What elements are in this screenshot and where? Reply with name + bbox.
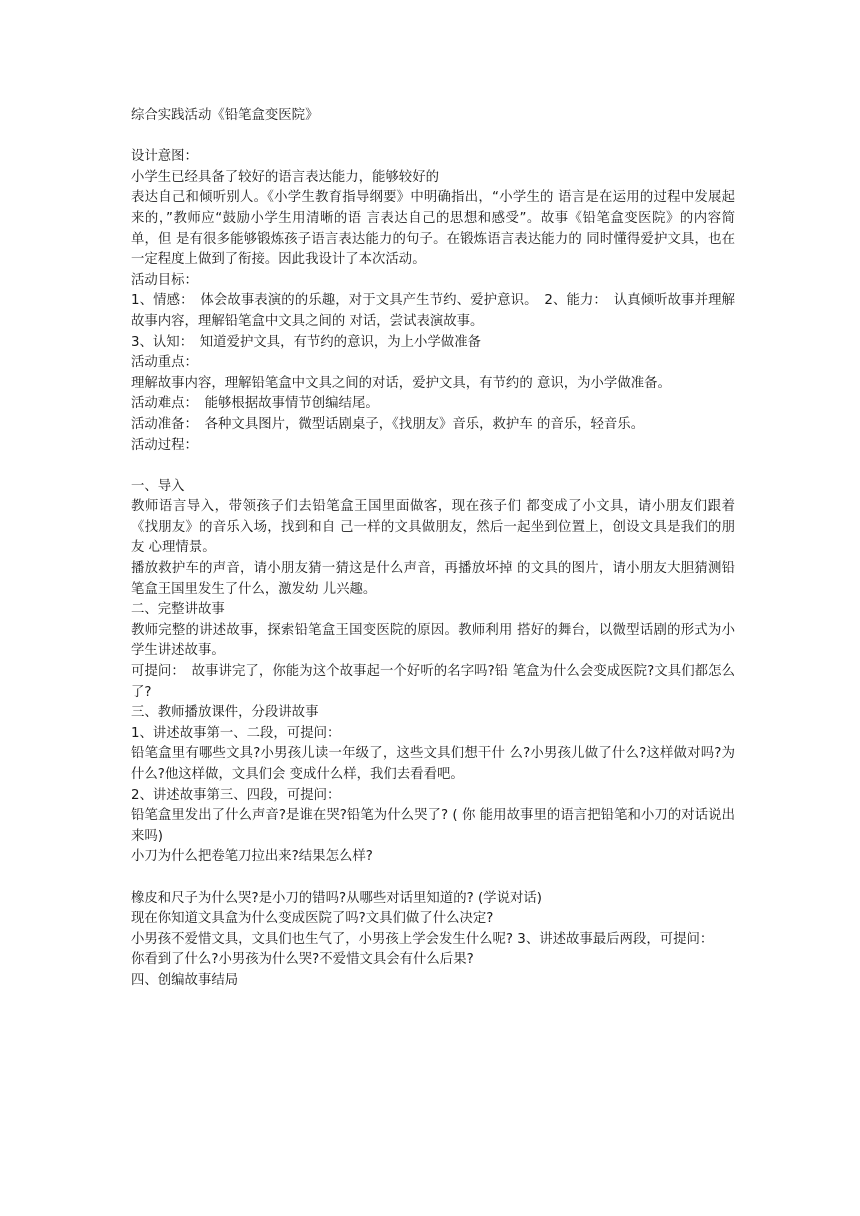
paragraph: 可提问： 故事讲完了，你能为这个故事起一个好听的名字吗?铅 笔盒为什么会变成医院?文具们都怎么了? — [131, 664, 735, 700]
paragraph: 二、完整讲故事 — [131, 602, 225, 618]
paragraph: 四、创编故事结局 — [131, 972, 239, 988]
document-body — [131, 106, 735, 992]
document-lines — [131, 147, 735, 991]
paragraph: 铅笔盒里有哪些文具?小男孩儿读一年级了，这些文具们想干什 么?小男孩儿做了什么?这样做对吗?为什么?他这样做，文具们会 变成什么样，我们去看看吧。 — [131, 746, 735, 782]
paragraph: 播放救护车的声音，请小朋友猜一猜这是什么声音，再播放坏掉 的文具的图片，请小朋友大胆猜测铅笔盒王国里发生了什么，激发幼 儿兴趣。 — [131, 561, 735, 597]
paragraph: 3、认知： 知道爱护文具，有节约的意识，为上小学做准备 — [131, 334, 481, 350]
paragraph: 现在你知道文具盒为什么变成医院了吗?文具们做了什么决定? — [131, 911, 494, 927]
paragraph: 1、情感： 体会故事表演的的乐趣，对于文具产生节约、爱护意识。 2、能力： 认真倾听故事并理解故事内容，理解铅笔盒中文具之间的 对话，尝试表演故事。 — [131, 293, 735, 329]
paragraph: 教师完整的讲述故事，探索铅笔盒王国变医院的原因。教师利用 搭好的舞台，以微型话剧的形式为小学生讲述故事。 — [131, 622, 735, 659]
paragraph: 你看到了什么?小男孩为什么哭?不爱惜文具会有什么后果? — [131, 952, 474, 968]
paragraph: 活动难点： 能够根据故事情节创编结尾。 — [131, 396, 379, 412]
paragraph: 活动过程： — [131, 437, 198, 453]
paragraph: 铅笔盒里发出了什么声音?是谁在哭?铅笔为什么哭了? ( 你 能用故事里的语言把铅笔和小刀的对话说出来吗) — [131, 808, 735, 844]
paragraph: 三、教师播放课件，分段讲故事 — [131, 705, 319, 721]
paragraph: 小刀为什么把卷笔刀拉出来?结果怎么样? — [131, 849, 373, 865]
paragraph: 教师语言导入，带领孩子们去铅笔盒王国里面做客，现在孩子们 都变成了小文具，请小朋友们跟着《找朋友》的音乐入场，找到和自 己一样的文具做朋友，然后一起坐到位置上，创设文具是我们的朋友 心理情景。 — [131, 499, 735, 556]
paragraph: 2、讲述故事第三、四段，可提问： — [131, 787, 341, 803]
paragraph: 小学生已经具备了较好的语言表达能力，能够较好的 — [131, 169, 439, 185]
document-title: 综合实践活动《铅笔盒变医院》 — [131, 108, 319, 123]
paragraph: 1、讲述故事第一、二段，可提问： — [131, 725, 341, 741]
blank-line — [131, 456, 735, 477]
paragraph: 一、导入 — [131, 478, 185, 494]
paragraph: 理解故事内容，理解铅笔盒中文具之间的对话，爱护文具，有节约的 意识，为小学做准备。 — [131, 375, 671, 391]
paragraph: 表达自己和倾听别人。《小学生教育指导纲要》中明确指出，“小学生的 语言是在运用的过程中发展起来的，”教师应“鼓励小学生用清晰的语 言表达自己的思想和感受”。故事《铅笔盒变医院》的内容简单，但 是有很多能够锻炼孩子语言表达能力的句子。在锻炼语言表达能力的 同时懂得爱护文具，也在一定程度上做到了衔接。因此我设计了本次活动。 — [131, 190, 735, 268]
paragraph: 小男孩不爱惜文具，文具们也生气了，小男孩上学会发生什么呢? 3、讲述故事最后两段，可提问： — [131, 931, 714, 947]
paragraph: 活动准备： 各种文具图片，微型话剧桌子，《找朋友》音乐，救护车 的音乐，轻音乐。 — [131, 416, 645, 432]
paragraph: 活动重点： — [131, 355, 198, 371]
paragraph: 设计意图： — [131, 149, 198, 165]
blank-line — [131, 868, 735, 889]
paragraph: 橡皮和尺子为什么哭?是小刀的错吗?从哪些对话里知道的? (学说对话) — [131, 890, 542, 906]
paragraph: 活动目标： — [131, 272, 198, 288]
